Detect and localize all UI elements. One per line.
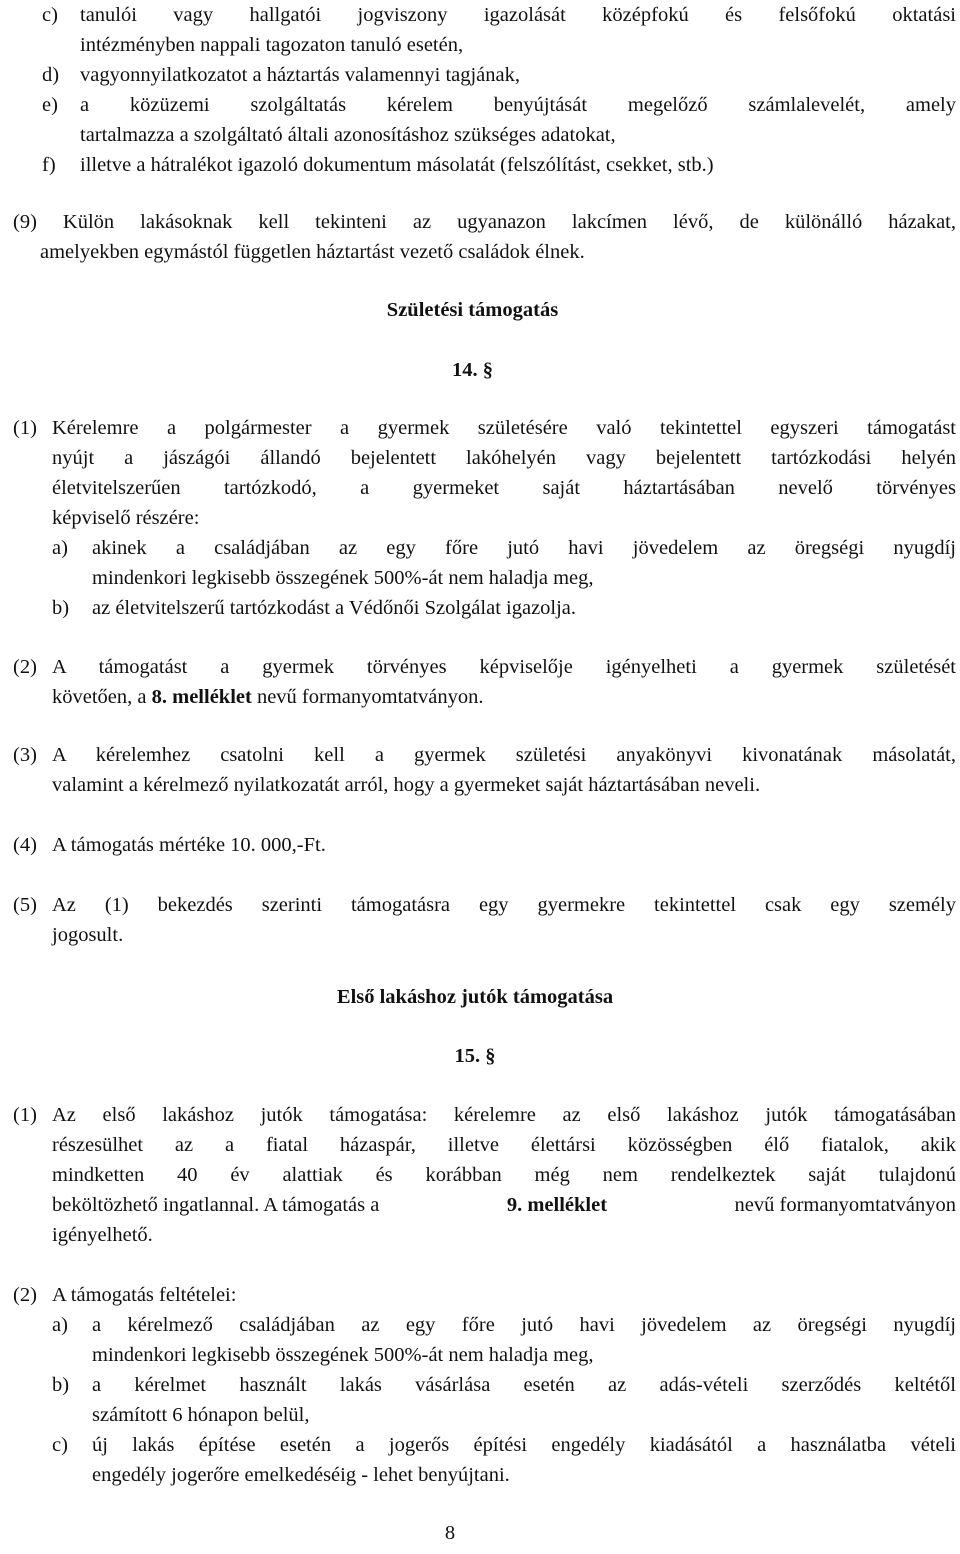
item-15-2-a-line2: mindenkori legkisebb összegének 500%-át nem haladja meg,: [92, 1344, 594, 1366]
paragraph-14-3-line1: A kérelemhez csatolni kell a gyermek születési anyakönyvi kivonatának másolatát,: [52, 744, 956, 766]
paragraph-15-1-line3: mindketten 40 év alattiak és korábban még nem rendelkeztek saját tulajdonú: [52, 1164, 956, 1186]
paragraph-15-2-line1: A támogatás feltételei:: [52, 1284, 237, 1306]
item-15-2-c-label: c): [52, 1434, 68, 1456]
annex-9-reference: 9. melléklet: [506, 1194, 608, 1216]
paragraph-14-2-line2: [52, 682, 484, 712]
paragraph-15-1-line4: [52, 1190, 956, 1220]
list-item-c-line1: tanulói vagy hallgatói jogviszony igazolását középfokú és felsőfokú oktatási: [80, 4, 956, 26]
page-number: 8: [444, 1522, 456, 1544]
item-14-1-a-line2: mindenkori legkisebb összegének 500%-át nem haladja meg,: [92, 567, 594, 589]
item-15-2-c-line2: engedély jogerőre emelkedéséig - lehet benyújtani.: [92, 1464, 510, 1486]
item-14-1-b-line1: az életvitelszerű tartózkodást a Védőnői Szolgálat igazolja.: [92, 597, 577, 619]
paragraph-9-line1: (9) Külön lakásoknak kell tekinteni az ugyanazon lakcímen lévő, de különálló házakat,: [13, 211, 956, 233]
paragraph-14-3-number: (3): [13, 744, 37, 766]
item-15-2-b-line2: számított 6 hónapon belül,: [92, 1404, 310, 1426]
paragraph-14-1-line2: nyújt a jászágói állandó bejelentett lakóhelyén vagy bejelentett tartózkodási helyén: [52, 447, 956, 469]
paragraph-15-1-line2: részesülhet az a fiatal házaspár, illetve élettársi közösségben élő fiatalok, akik: [52, 1134, 956, 1156]
paragraph-14-1-number: (1): [13, 417, 37, 439]
section-title-first-home-support: Első lakáshoz jutók támogatása: [336, 986, 614, 1008]
item-15-2-a-line1: a kérelmező családjában az egy főre jutó havi jövedelem az öregségi nyugdíj: [92, 1314, 956, 1336]
list-label-c: c): [42, 4, 58, 26]
list-item-d: vagyonnyilatkozatot a háztartás valamennyi tagjának,: [80, 64, 521, 86]
paragraph-15-1-number: (1): [13, 1104, 37, 1126]
item-14-1-a-line1: akinek a családjában az egy főre jutó havi jövedelem az öregségi nyugdíj: [92, 537, 956, 559]
paragraph-14-4-line1: A támogatás mértéke 10. 000,-Ft.: [52, 834, 326, 856]
list-item-e-line1: a közüzemi szolgáltatás kérelem benyújtását megelőző számlalevelét, amely: [80, 94, 956, 116]
paragraph-14-2-number: (2): [13, 656, 37, 678]
paragraph-15-1-line5: igényelhető.: [52, 1224, 153, 1246]
paragraph-15-1-text-post: nevű formanyomtatványon: [734, 1194, 956, 1216]
section-number-15: 15. §: [454, 1045, 496, 1067]
item-15-2-b-line1: a kérelmet használt lakás vásárlása esetén az adás-vételi szerződés keltétől: [92, 1374, 956, 1396]
paragraph-14-5-line1: Az (1) bekezdés szerinti támogatásra egy gyermekre tekintettel csak egy személy: [52, 894, 956, 916]
item-14-1-a-label: a): [52, 537, 68, 559]
paragraph-14-1-line1: Kérelemre a polgármester a gyermek születésére való tekintettel egyszeri támogatást: [52, 417, 956, 439]
annex-8-reference: 8. melléklet: [151, 686, 252, 708]
paragraph-14-2-text-pre: követően, a: [52, 686, 147, 708]
paragraph-15-1-line1: Az első lakáshoz jutók támogatása: kérelemre az első lakáshoz jutók támogatásában: [52, 1104, 956, 1126]
section-number-14: 14. §: [452, 359, 493, 381]
list-label-e: e): [42, 94, 58, 116]
paragraph-14-5-line2: jogosult.: [52, 924, 124, 946]
item-15-2-c-line1: új lakás építése esetén a jogerős építési engedély kiadásától a használatba vételi: [92, 1434, 956, 1456]
paragraph-15-1-text-pre: beköltözhető ingatlannal. A támogatás a: [52, 1194, 380, 1216]
paragraph-14-3-line2: valamint a kérelmező nyilatkozatát arról, hogy a gyermeket saját háztartásában neveli.: [52, 774, 761, 796]
list-label-d: d): [42, 64, 60, 86]
paragraph-14-5-number: (5): [13, 894, 37, 916]
paragraph-14-2-line1: A támogatást a gyermek törvényes képviselője igényelheti a gyermek születését: [52, 656, 956, 678]
item-15-2-a-label: a): [52, 1314, 68, 1336]
paragraph-14-1-line3: életvitelszerűen tartózkodó, a gyermeket saját háztartásában nevelő törvényes: [52, 477, 956, 499]
list-item-f: illetve a hátralékot igazoló dokumentum másolatát (felszólítást, csekket, stb.): [80, 154, 714, 176]
list-item-c-line2: intézményben nappali tagozaton tanuló esetén,: [80, 34, 464, 56]
section-title-birth-support: Születési támogatás: [386, 299, 559, 321]
item-14-1-b-label: b): [52, 597, 70, 619]
list-label-f: f): [42, 154, 56, 176]
paragraph-14-1-line4: képviselő részére:: [52, 507, 200, 529]
item-15-2-b-label: b): [52, 1374, 70, 1396]
paragraph-14-2-text-post: nevű formanyomtatványon.: [256, 686, 484, 708]
paragraph-9-line2: amelyekben egymástól független háztartást vezető családok élnek.: [40, 241, 585, 263]
paragraph-15-2-number: (2): [13, 1284, 37, 1306]
paragraph-14-4-number: (4): [13, 834, 37, 856]
list-item-e-line2: tartalmazza a szolgáltató általi azonosításhoz szükséges adatokat,: [80, 124, 616, 146]
